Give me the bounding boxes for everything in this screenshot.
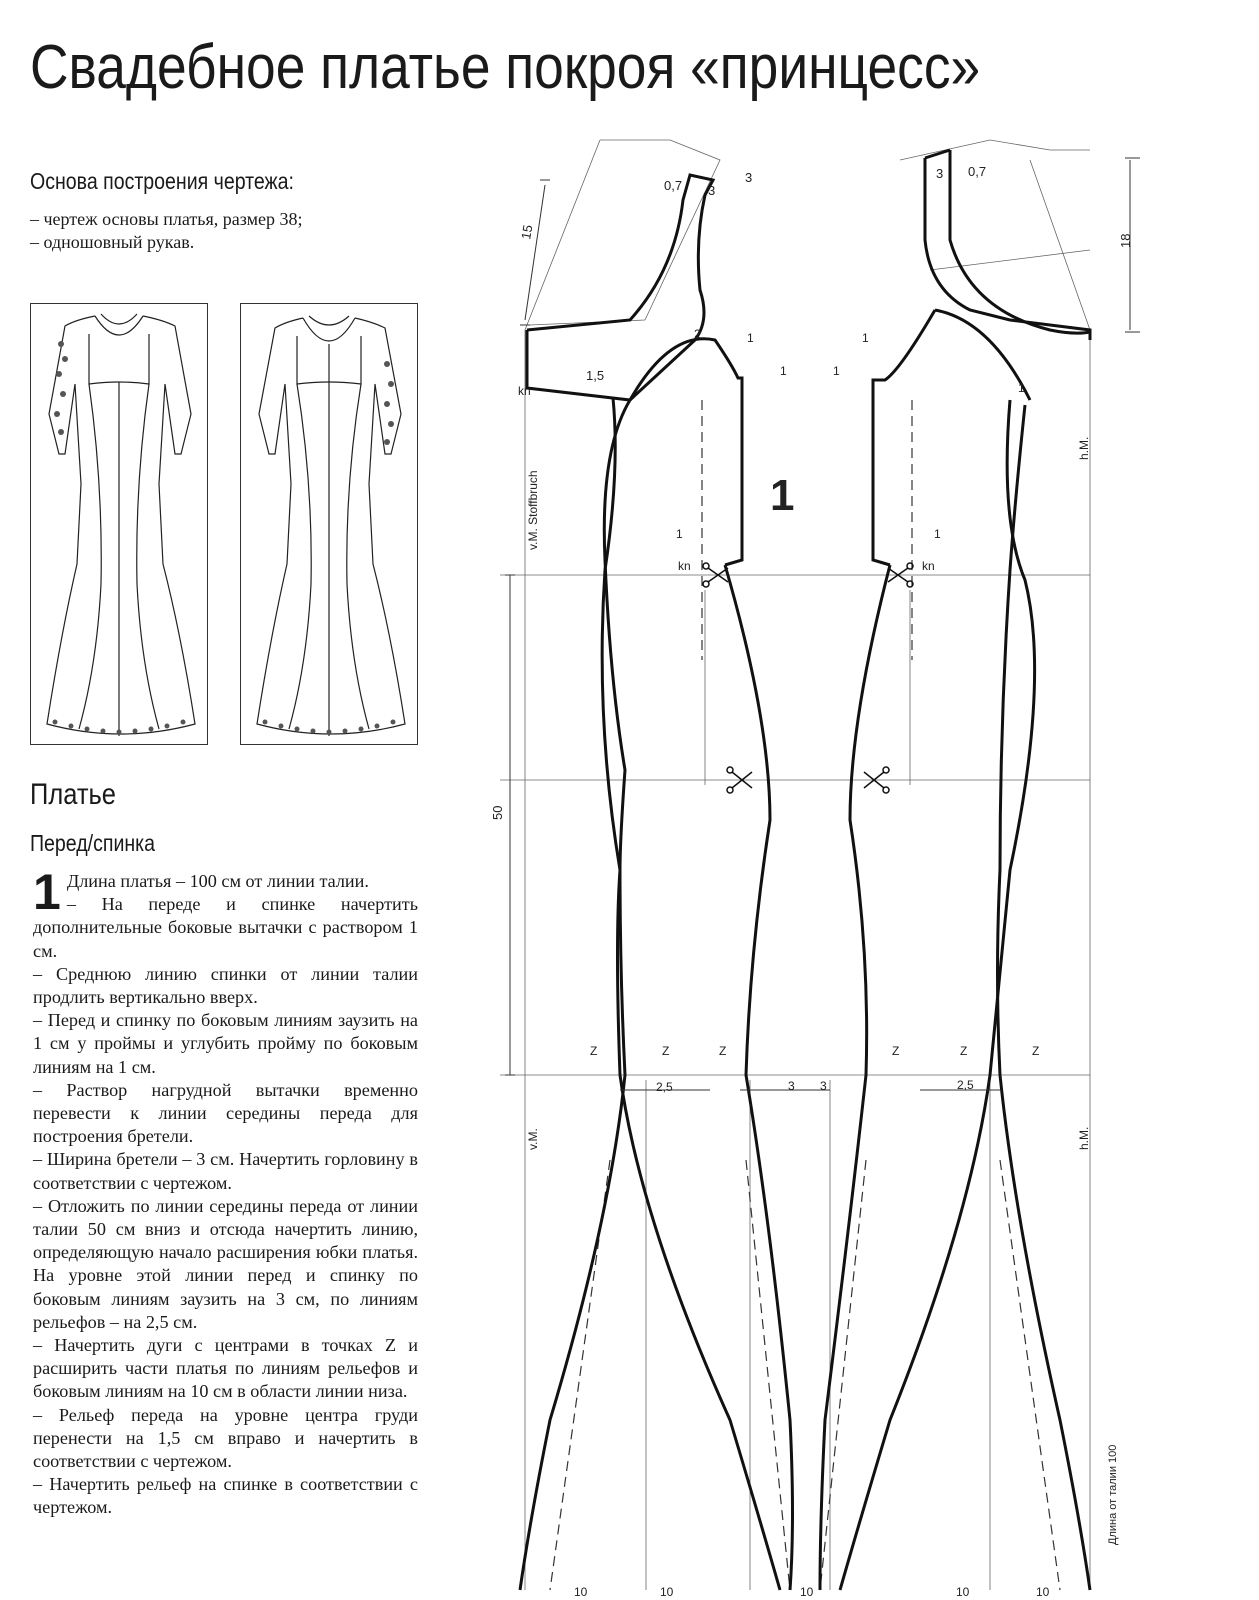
section-heading: Платье (30, 778, 116, 811)
page-title: Свадебное платье покроя «принцесс» (30, 33, 981, 102)
label-18: 18 (1118, 233, 1133, 248)
basis-heading: Основа построения чертежа: (30, 168, 294, 194)
label-z: Z (892, 1044, 900, 1058)
front-pattern-outline (520, 175, 793, 1590)
dimension-markers (505, 158, 1140, 1090)
label-1: 1 (934, 527, 941, 541)
label-length: Длина от талии 100 (1107, 1444, 1119, 1545)
back-view-sketch (240, 303, 418, 745)
label-0-7: 0,7 (664, 178, 683, 193)
label-3: 3 (788, 1079, 795, 1093)
label-3: 3 (936, 166, 944, 181)
basis-item: – чертеж основы платья, размер 38; (30, 209, 303, 229)
label-1: 1 (833, 364, 840, 378)
label-1: 1 (1018, 381, 1025, 395)
instruction-paragraph: – Отложить по линии середины переда от линии талии 50 см вниз и отсюда начертить линию, определяющую начало расширения юбки платья. На уровне этой линии перед и спинку по боковым линиям заузить на 3 см, по линиям рельефов – на 2,5 см. (33, 1195, 418, 1332)
label-50: 50 (490, 805, 505, 820)
label-hm: h.M. (1077, 436, 1091, 460)
label-z: Z (1032, 1044, 1040, 1058)
label-vm: v.M. (526, 1128, 540, 1150)
label-z: Z (662, 1044, 670, 1058)
dress-front-illustration (31, 304, 207, 744)
label-z: Z (719, 1044, 727, 1058)
instruction-paragraph: – Начертить рельеф на спинке в соответствии с чертежом. (33, 1474, 418, 1518)
dashed-flare-lines (550, 400, 1060, 1590)
instruction-paragraph: – Начертить дуги с центрами в точках Z и расширить части платья по линиям рельефов и боковым линиям на 10 см в области линии низа. (33, 1335, 418, 1402)
label-vm-stoffbruch: v.M. Stoffbruch (526, 470, 540, 550)
label-2: 2 (694, 327, 701, 341)
draft-labels (490, 164, 1133, 1599)
dress-back-illustration (241, 304, 417, 744)
label-10: 10 (956, 1585, 970, 1599)
instruction-paragraph: – Среднюю линию спинки от линии талии продлить вертикально вверх. (33, 963, 418, 1008)
piece-number: 1 (770, 471, 795, 520)
instruction-paragraph: Длина платья – 100 см от линии талии. (66, 871, 369, 891)
label-2-5: 2,5 (957, 1078, 974, 1092)
front-view-sketch (30, 303, 208, 745)
label-2-5: 2,5 (656, 1080, 673, 1094)
label-15: 15 (518, 223, 536, 241)
label-1: 1 (676, 527, 683, 541)
instruction-paragraph: – На переде и спинке начертить дополнительные боковые вытачки с раствором 1 см. (33, 894, 418, 961)
label-1-5: 1,5 (586, 368, 605, 383)
step-number: 1 (33, 864, 61, 920)
label-1: 1 (747, 331, 754, 345)
label-10: 10 (1036, 1585, 1050, 1599)
back-pattern-outline (820, 150, 1090, 1590)
label-kn: kn (678, 559, 691, 573)
label-10: 10 (660, 1585, 674, 1599)
instruction-paragraph: – Раствор нагрудной вытачки временно перевести к линии середины переда для построения бретели. (33, 1079, 418, 1147)
instructions-text (33, 864, 418, 1520)
label-z: Z (960, 1044, 968, 1058)
sub-heading: Перед/спинка (30, 830, 156, 856)
instruction-paragraph: – Рельеф переда на уровне центра груди перенести на 1,5 см вправо и начертить в соответствии с чертежом. (33, 1404, 418, 1472)
basis-list (30, 208, 302, 254)
label-kn: kn (922, 559, 935, 573)
pattern-draft (470, 120, 1240, 1600)
label-kn: kn (518, 384, 531, 398)
label-3: 3 (745, 170, 753, 185)
label-hm: h.M. (1077, 1126, 1091, 1150)
label-z: Z (590, 1044, 598, 1058)
label-0-7: 0,7 (968, 164, 987, 179)
basis-item: – одношовный рукав. (30, 232, 195, 252)
label-10: 10 (800, 1585, 814, 1599)
instruction-paragraph: – Ширина бретели – 3 см. Начертить горловину в соответствии с чертежом. (33, 1149, 418, 1193)
instruction-paragraph: – Перед и спинку по боковым линиям заузить на 1 см у проймы и углубить пройму по боковым линиям на 1 см. (33, 1010, 418, 1077)
label-1: 1 (862, 331, 869, 345)
label-3: 3 (708, 183, 716, 198)
label-1: 1 (780, 364, 787, 378)
label-10: 10 (574, 1585, 588, 1599)
label-3: 3 (820, 1079, 827, 1093)
